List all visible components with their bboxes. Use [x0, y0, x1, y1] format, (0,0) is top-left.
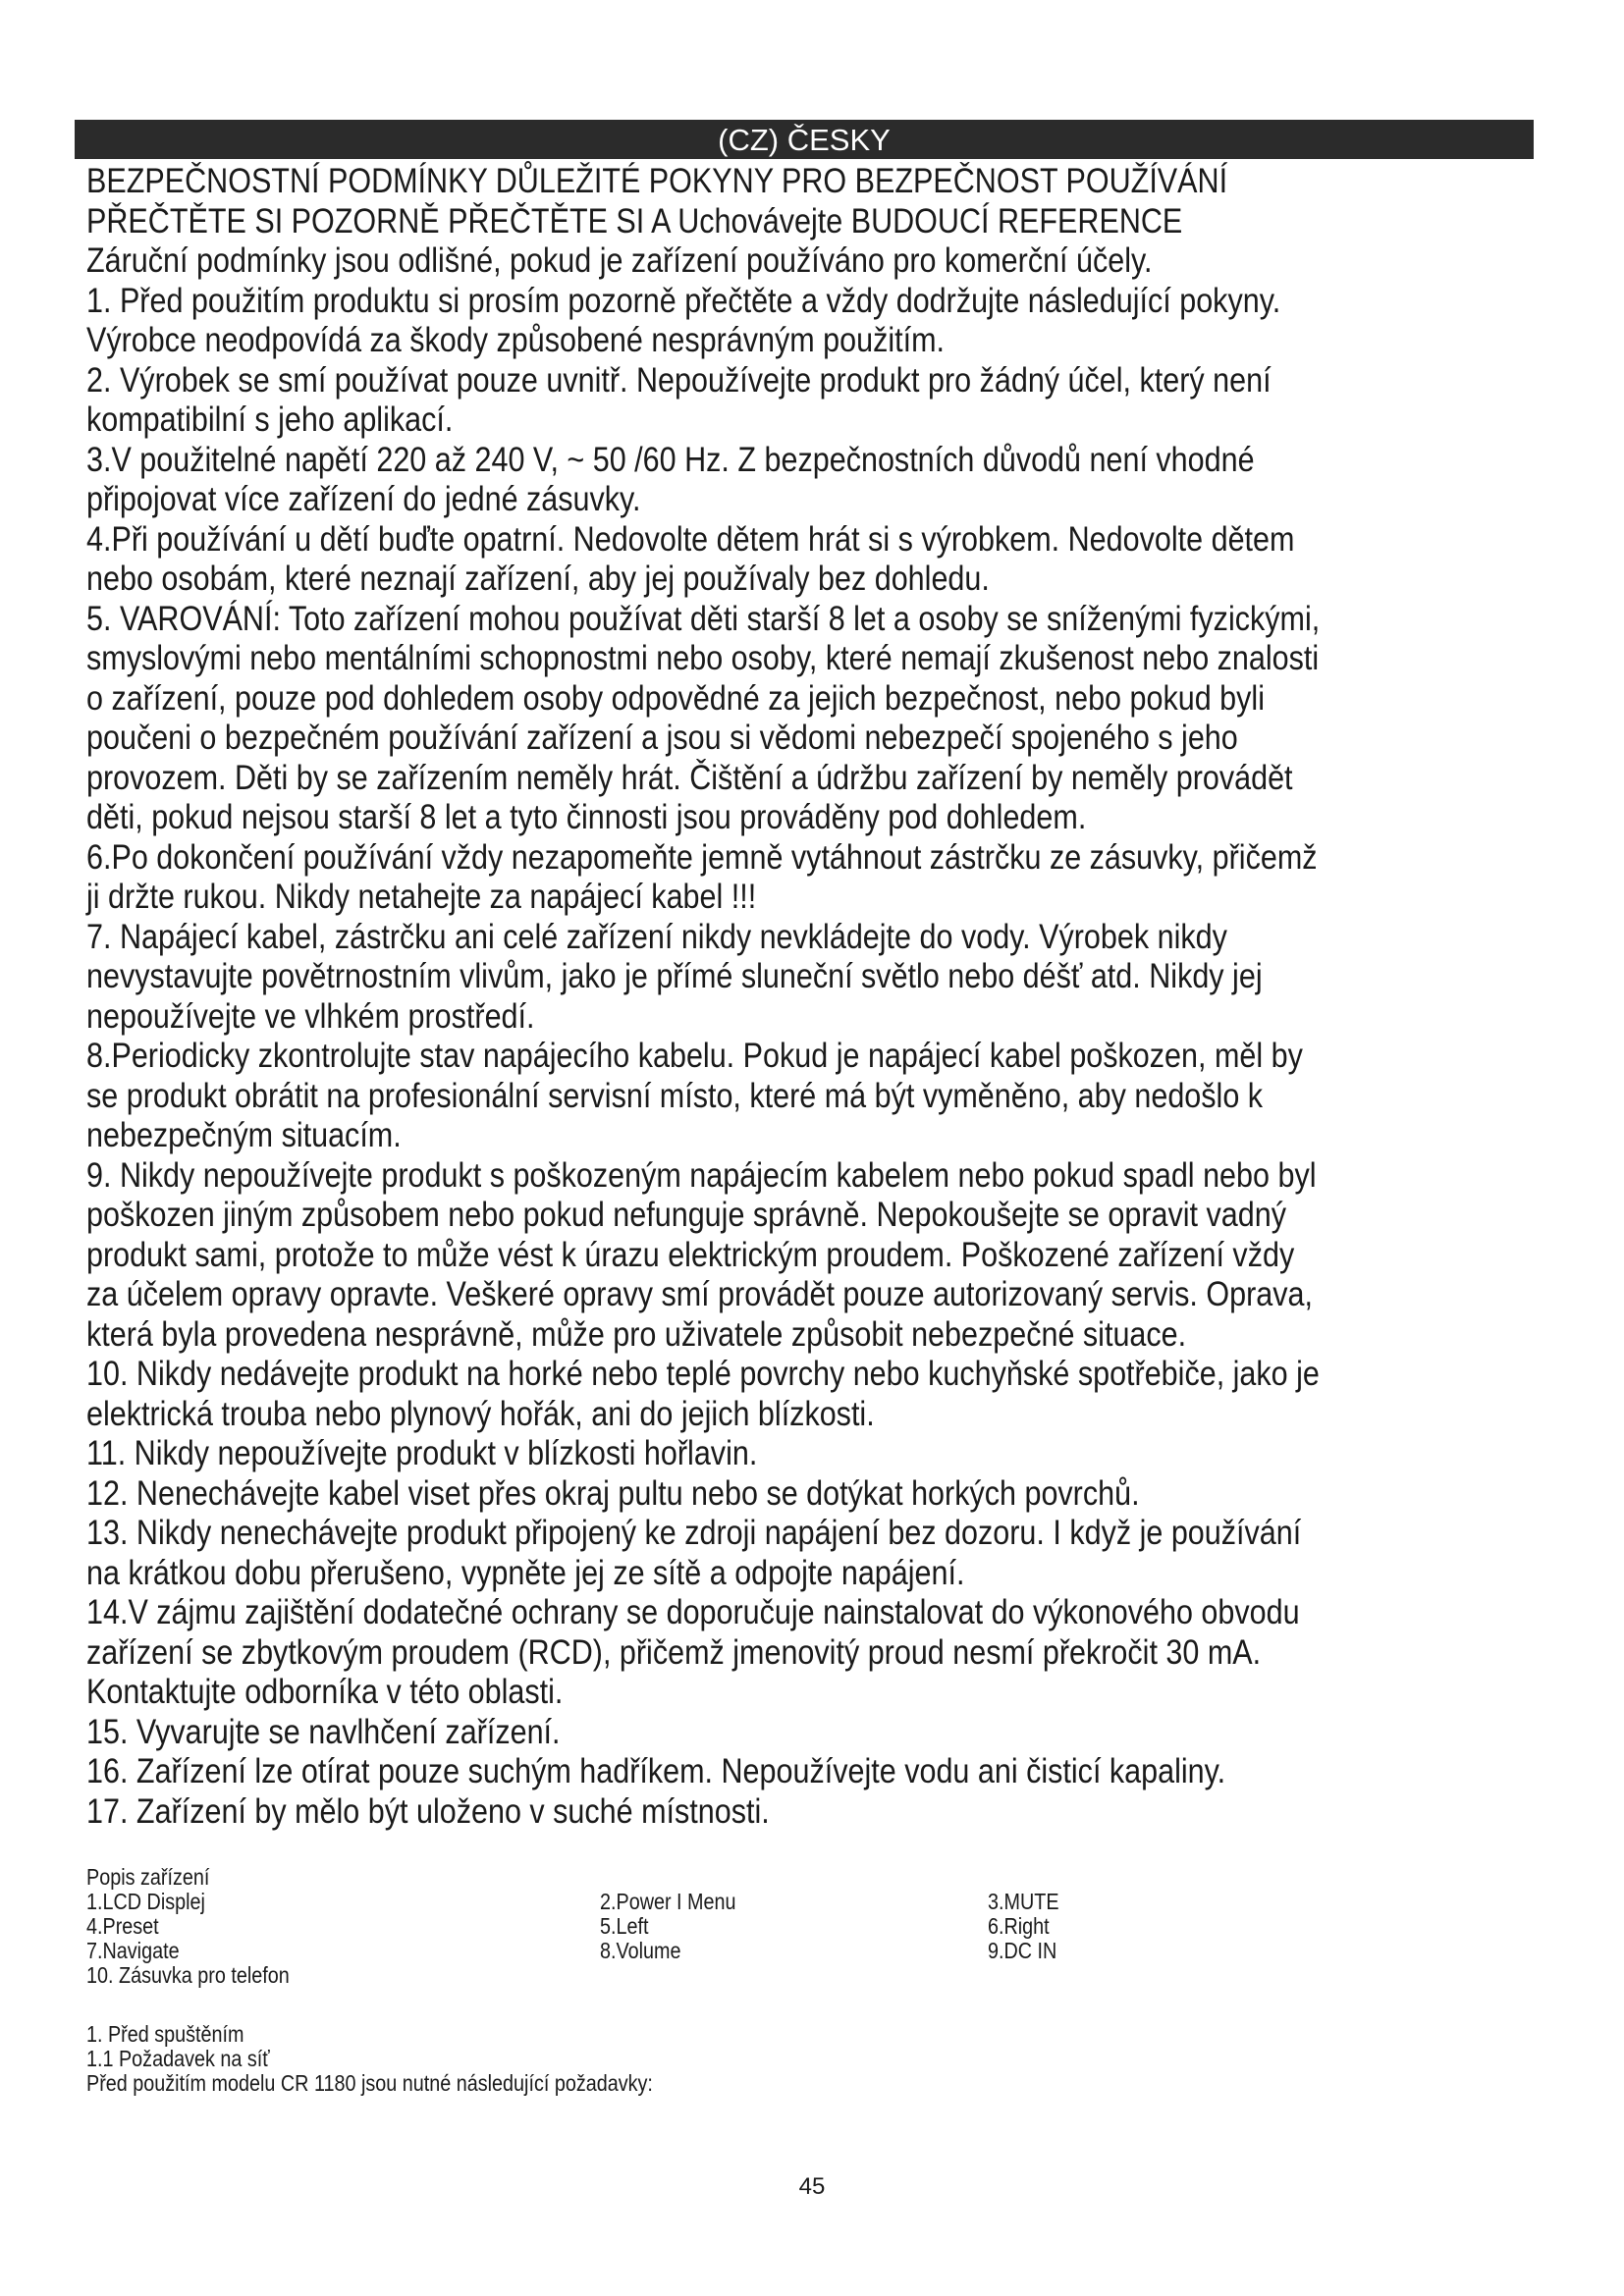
text-line: 5. VAROVÁNÍ: Toto zařízení mohou používat děti starší 8 let a osoby se sníženými fyzickými, — [86, 598, 1321, 638]
text-line: na krátkou dobu přerušeno, vypněte jej ze sítě a odpojte napájení. — [86, 1552, 965, 1592]
safety-subtitle: PŘEČTĚTE SI POZORNĚ PŘEČTĚTE SI A Uchovávejte BUDOUCÍ REFERENCE — [86, 200, 1183, 240]
text-line: 1. Před použitím produktu si prosím pozorně přečtěte a vždy dodržujte následující pokyny. — [86, 280, 1281, 320]
text-line: elektrická trouba nebo plynový hořák, ani do jejich blízkosti. — [86, 1393, 875, 1433]
device-description-title: Popis zařízení — [86, 1864, 210, 1890]
text-line: připojovat více zařízení do jedné zásuvky. — [86, 479, 641, 518]
text-line: nebezpečným situacím. — [86, 1115, 402, 1154]
text-line: poučeni o bezpečném používání zařízení a jsou si vědomi nebezpečí spojeného s jeho — [86, 718, 1238, 757]
safety-title: BEZPEČNOSTNÍ PODMÍNKY DŮLEŽITÉ POKYNY PRO BEZPEČNOST POUŽÍVÁNÍ — [86, 161, 1228, 200]
part-item: 3.MUTE — [988, 1889, 1059, 1914]
text-line: Kontaktujte odborníka v této oblasti. — [86, 1672, 564, 1711]
text-line: nevystavujte povětrnostním vlivům, jako je přímé sluneční světlo nebo déšť atd. Nikdy jej — [86, 956, 1263, 995]
text-line: 12. Nenechávejte kabel viset přes okraj pultu nebo se dotýkat horkých povrchů. — [86, 1472, 1140, 1513]
text-line: smyslovými nebo mentálními schopnostmi nebo osoby, které nemají zkušenost nebo znalosti — [86, 638, 1320, 677]
language-label: (CZ) ČESKY — [718, 123, 891, 157]
text-line: za účelem opravy opravte. Veškeré opravy smí provádět pouze autorizovaný servis. Oprava, — [86, 1274, 1313, 1313]
text-line: 10. Nikdy nedávejte produkt na horké nebo teplé povrchy nebo kuchyňské spotřebiče, jako je — [86, 1354, 1320, 1393]
page-number: 45 — [798, 2173, 826, 2200]
text-line: Záruční podmínky jsou odlišné, pokud je zařízení používáno pro komerční účely. — [86, 240, 1153, 280]
device-description — [86, 1865, 1461, 1988]
text-line: děti, pokud nejsou starší 8 let a tyto činnosti jsou prováděny pod dohledem. — [86, 797, 1087, 836]
text-line: 15. Vyvarujte se navlhčení zařízení. — [86, 1711, 561, 1751]
text-line: 3.V použitelné napětí 220 až 240 V, ~ 50 /60 Hz. Z bezpečnostních důvodů není vhodné — [86, 439, 1255, 479]
text-line: provozem. Děti by se zařízením neměly hrát. Čištění a údržbu zařízení by neměly provádět — [86, 757, 1293, 797]
text-line: 9. Nikdy nepoužívejte produkt s poškozeným napájecím kabelem nebo pokud spadl nebo byl — [86, 1154, 1317, 1195]
text-line: produkt sami, protože to může vést k úrazu elektrickým proudem. Poškozené zařízení vždy — [86, 1234, 1295, 1274]
text-line: poškozen jiným způsobem nebo pokud nefunguje správně. Nepokoušejte se opravit vadný — [86, 1195, 1286, 1234]
text-line: 11. Nikdy nepoužívejte produkt v blízkosti hořlavin. — [86, 1433, 758, 1472]
text-line: ji držte rukou. Nikdy netahejte za napájecí kabel !!! — [86, 877, 757, 916]
text-line: nebo osobám, které neznají zařízení, aby jej používaly bez dohledu. — [86, 559, 990, 598]
text-line: 6.Po dokončení používání vždy nezapomeňte jemně vytáhnout zástrčku ze zásuvky, přičemž — [86, 836, 1318, 877]
part-item: 7.Navigate — [86, 1938, 180, 1963]
part-item: 9.DC IN — [988, 1938, 1057, 1963]
before-start-heading: 1. Před spuštěním — [86, 2021, 244, 2047]
before-start-section — [86, 2022, 745, 2096]
part-item: 8.Volume — [600, 1938, 681, 1963]
text-line: 8.Periodicky zkontrolujte stav napájecího kabelu. Pokud je napájecí kabel poškozen, měl by — [86, 1036, 1303, 1075]
safety-instructions — [86, 161, 1353, 1831]
part-item: 2.Power I Menu — [600, 1889, 736, 1914]
text-line: 7. Napájecí kabel, zástrčku ani celé zařízení nikdy nevkládejte do vody. Výrobek nikdy — [86, 916, 1227, 956]
text-line: 13. Nikdy nenechávejte produkt připojený ke zdroji napájení bez dozoru. I když je používání — [86, 1513, 1302, 1552]
text-line: 4.Při používání u dětí buďte opatrní. Nedovolte dětem hrát si s výrobkem. Nedovolte dětem — [86, 518, 1295, 559]
text-line: zařízení se zbytkovým proudem (RCD), přičemž jmenovitý proud nesmí překročit 30 mA. — [86, 1631, 1262, 1672]
text-line: se produkt obrátit na profesionální servisní místo, které má být vyměněno, aby nedošlo k — [86, 1075, 1264, 1115]
language-header-bar — [75, 120, 1534, 159]
part-item: 1.LCD Displej — [86, 1889, 205, 1914]
text-line: nepoužívejte ve vlhkém prostředí. — [86, 995, 535, 1036]
text-line: Výrobce neodpovídá za škody způsobené nesprávným použitím. — [86, 320, 946, 359]
text-line: kompatibilní s jeho aplikací. — [86, 400, 454, 439]
parts-list — [86, 1890, 1461, 1988]
text-line: 17. Zařízení by mělo být uloženo v suché místnosti. — [86, 1790, 770, 1831]
network-requirement-heading: 1.1 Požadavek na síť — [86, 2046, 270, 2071]
part-item: 5.Left — [600, 1913, 649, 1939]
part-item: 4.Preset — [86, 1913, 159, 1939]
text-line: která byla provedena nesprávně, může pro uživatele způsobit nebezpečné situace. — [86, 1313, 1187, 1354]
text-line: 16. Zařízení lze otírat pouze suchým hadříkem. Nepoužívejte vodu ani čisticí kapaliny. — [86, 1751, 1226, 1790]
text-line: 14.V zájmu zajištění dodatečné ochrany se doporučuje nainstalovat do výkonového obvodu — [86, 1592, 1300, 1631]
part-item: 6.Right — [988, 1913, 1050, 1939]
requirement-text: Před použitím modelu CR 1180 jsou nutné následující požadavky: — [86, 2070, 653, 2096]
text-line: o zařízení, pouze pod dohledem osoby odpovědné za jejich bezpečnost, nebo pokud byli — [86, 677, 1265, 718]
text-line: 2. Výrobek se smí používat pouze uvnitř. Nepoužívejte produkt pro žádný účel, který není — [86, 359, 1272, 400]
part-item: 10. Zásuvka pro telefon — [86, 1962, 290, 1988]
